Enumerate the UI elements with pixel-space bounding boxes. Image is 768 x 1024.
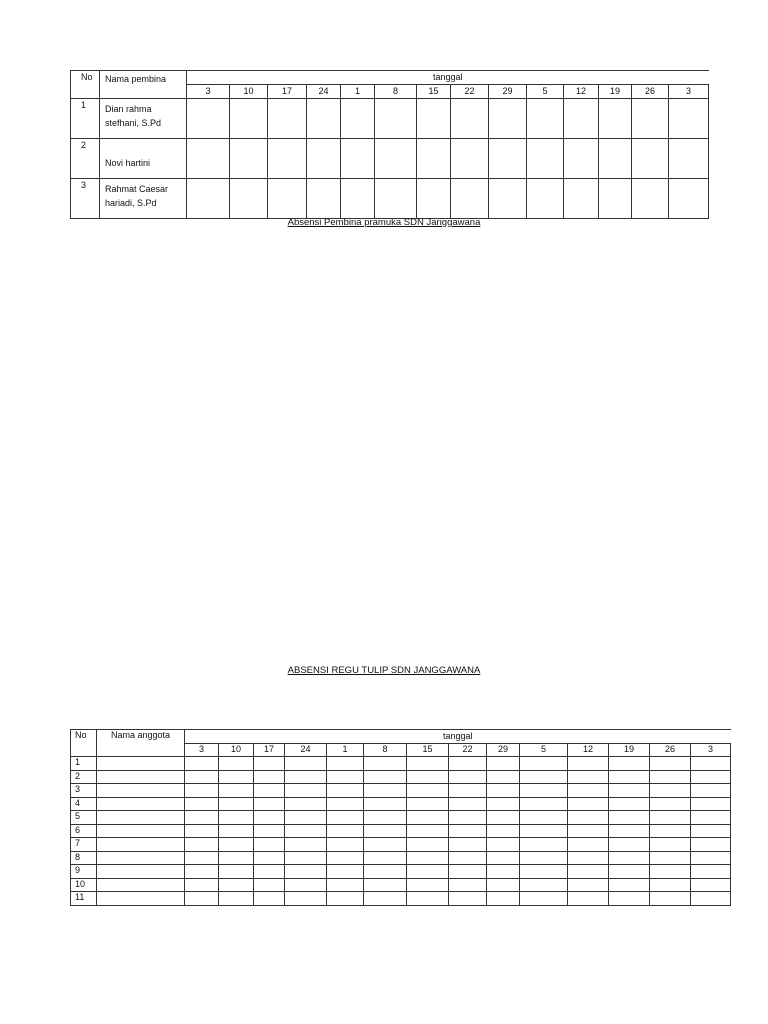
table-row [71,784,731,798]
row-number: 5 [71,811,97,825]
table-row [71,179,709,219]
attendance-cell[interactable] [254,892,285,906]
date-header-cell: 17 [254,744,285,757]
attendance-cell[interactable] [327,811,364,825]
attendance-cell[interactable] [185,892,219,906]
attendance-cell[interactable] [669,99,709,139]
attendance-cell[interactable] [364,838,407,852]
attendance-cell[interactable] [609,892,650,906]
date-header-cell: 22 [451,85,489,99]
attendance-cell[interactable] [564,139,599,179]
attendance-cell[interactable] [520,865,568,879]
attendance-cell[interactable] [527,99,564,139]
attendance-cell[interactable] [568,865,609,879]
attendance-cell[interactable] [327,797,364,811]
attendance-cell[interactable] [609,811,650,825]
pembina-attendance-table [70,70,709,219]
date-header-cell: 29 [489,85,527,99]
attendance-cell[interactable] [327,892,364,906]
attendance-cell[interactable] [609,757,650,771]
attendance-cell[interactable] [268,99,307,139]
attendance-cell[interactable] [449,757,487,771]
attendance-cell[interactable] [650,892,691,906]
attendance-cell[interactable] [609,878,650,892]
attendance-cell[interactable] [691,824,731,838]
attendance-cell[interactable] [417,99,451,139]
attendance-cell[interactable] [327,757,364,771]
attendance-cell[interactable] [341,99,375,139]
attendance-cell[interactable] [185,824,219,838]
attendance-cell[interactable] [669,179,709,219]
attendance-cell[interactable] [254,851,285,865]
attendance-cell[interactable] [568,838,609,852]
attendance-cell[interactable] [219,811,254,825]
row-number: 9 [71,865,97,879]
attendance-cell[interactable] [609,851,650,865]
attendance-cell[interactable] [564,99,599,139]
attendance-cell[interactable] [568,757,609,771]
attendance-cell[interactable] [691,757,731,771]
table-row [71,865,731,879]
attendance-cell[interactable] [327,838,364,852]
attendance-cell[interactable] [489,99,527,139]
table-row [71,770,731,784]
attendance-cell[interactable] [219,797,254,811]
member-name[interactable] [97,811,185,825]
attendance-cell[interactable] [364,784,407,798]
row-number: 2 [71,770,97,784]
date-header-cell: 10 [219,744,254,757]
attendance-cell[interactable] [568,784,609,798]
attendance-cell[interactable] [599,139,632,179]
col-header-no: No [71,71,100,99]
attendance-cell[interactable] [487,838,520,852]
member-name[interactable] [97,838,185,852]
member-name-line [105,142,186,156]
row-number: 2 [71,139,100,179]
attendance-cell[interactable] [407,784,449,798]
attendance-cell[interactable] [691,811,731,825]
attendance-cell[interactable] [364,824,407,838]
attendance-cell[interactable] [449,824,487,838]
attendance-cell[interactable] [487,757,520,771]
attendance-cell[interactable] [449,770,487,784]
table-caption: Absensi Pembina pramuka SDN Janggawana [287,217,481,228]
attendance-cell[interactable] [449,784,487,798]
date-header-cell: 15 [417,85,451,99]
member-name [100,99,187,139]
attendance-cell[interactable] [285,878,327,892]
member-name[interactable] [97,851,185,865]
col-header-name: Nama anggota [97,730,185,757]
attendance-cell[interactable] [219,892,254,906]
attendance-cell[interactable] [669,139,709,179]
attendance-cell[interactable] [487,824,520,838]
member-name-line: hariadi, S.Pd [105,198,157,208]
attendance-cell[interactable] [219,784,254,798]
table-row [71,757,731,771]
attendance-cell[interactable] [609,838,650,852]
attendance-cell[interactable] [691,878,731,892]
attendance-cell[interactable] [599,99,632,139]
attendance-cell[interactable] [417,139,451,179]
attendance-cell[interactable] [307,179,341,219]
col-header-date: tanggal [185,730,731,744]
attendance-cell[interactable] [487,811,520,825]
attendance-cell[interactable] [407,757,449,771]
attendance-cell[interactable] [568,892,609,906]
attendance-cell[interactable] [520,851,568,865]
member-name[interactable] [97,770,185,784]
attendance-cell[interactable] [451,139,489,179]
attendance-cell[interactable] [285,757,327,771]
member-name-line: Dian rahma [105,104,152,114]
member-name[interactable] [97,892,185,906]
attendance-cell[interactable] [407,892,449,906]
date-header-cell: 19 [609,744,650,757]
attendance-cell[interactable] [254,838,285,852]
row-number: 7 [71,838,97,852]
member-name-line: Novi hartini [105,158,151,168]
member-name[interactable] [97,878,185,892]
attendance-cell[interactable] [691,838,731,852]
attendance-cell[interactable] [254,757,285,771]
attendance-cell[interactable] [219,824,254,838]
date-header-cell: 8 [375,85,417,99]
member-name[interactable] [97,797,185,811]
attendance-cell[interactable] [185,811,219,825]
member-name[interactable] [97,757,185,771]
attendance-cell[interactable] [449,851,487,865]
attendance-cell[interactable] [219,878,254,892]
attendance-cell[interactable] [364,865,407,879]
attendance-cell[interactable] [341,139,375,179]
attendance-cell[interactable] [487,892,520,906]
attendance-cell[interactable] [185,851,219,865]
row-number: 11 [71,892,97,906]
attendance-cell[interactable] [364,892,407,906]
attendance-cell[interactable] [254,797,285,811]
attendance-cell[interactable] [268,139,307,179]
attendance-cell[interactable] [230,179,268,219]
regu-attendance-table [70,729,731,906]
date-header-cell: 8 [364,744,407,757]
attendance-cell[interactable] [185,838,219,852]
attendance-cell[interactable] [185,878,219,892]
attendance-cell[interactable] [187,179,230,219]
attendance-cell[interactable] [691,851,731,865]
attendance-cell[interactable] [609,865,650,879]
attendance-cell[interactable] [230,99,268,139]
attendance-cell[interactable] [364,878,407,892]
attendance-cell[interactable] [327,865,364,879]
attendance-cell[interactable] [219,865,254,879]
attendance-cell[interactable] [219,770,254,784]
member-name-line: stefhani, S.Pd [105,118,162,128]
attendance-cell[interactable] [185,757,219,771]
date-header-cell: 19 [599,85,632,99]
attendance-cell[interactable] [487,797,520,811]
attendance-cell[interactable] [375,139,417,179]
attendance-cell[interactable] [185,865,219,879]
row-number: 1 [71,757,97,771]
attendance-cell[interactable] [650,878,691,892]
attendance-cell[interactable] [487,865,520,879]
attendance-cell[interactable] [489,179,527,219]
attendance-cell[interactable] [650,811,691,825]
attendance-cell[interactable] [285,851,327,865]
attendance-cell[interactable] [650,770,691,784]
row-number: 8 [71,851,97,865]
attendance-cell[interactable] [632,99,669,139]
attendance-cell[interactable] [285,892,327,906]
attendance-cell[interactable] [417,179,451,219]
attendance-cell[interactable] [307,99,341,139]
attendance-cell[interactable] [520,811,568,825]
table-header-row [71,730,731,744]
attendance-cell[interactable] [407,770,449,784]
table-row [71,838,731,852]
attendance-cell[interactable] [254,770,285,784]
attendance-cell[interactable] [568,851,609,865]
attendance-cell[interactable] [520,892,568,906]
row-number: 6 [71,824,97,838]
attendance-cell[interactable] [285,865,327,879]
attendance-cell[interactable] [451,179,489,219]
attendance-cell[interactable] [632,139,669,179]
attendance-cell[interactable] [520,770,568,784]
attendance-cell[interactable] [691,770,731,784]
attendance-cell[interactable] [327,770,364,784]
attendance-cell[interactable] [285,811,327,825]
member-name-line: Rahmat Caesar [105,184,169,194]
attendance-cell[interactable] [407,878,449,892]
date-header-cell: 22 [449,744,487,757]
attendance-cell[interactable] [449,811,487,825]
attendance-cell[interactable] [650,838,691,852]
row-number: 3 [71,784,97,798]
table-header-row [71,71,709,85]
attendance-cell[interactable] [650,757,691,771]
attendance-cell[interactable] [489,139,527,179]
date-header-cell: 3 [669,85,709,99]
row-number: 3 [71,179,100,219]
table-row [71,851,731,865]
date-header-cell: 5 [520,744,568,757]
col-header-date: tanggal [187,71,709,85]
attendance-cell[interactable] [650,784,691,798]
attendance-cell[interactable] [407,797,449,811]
date-header-cell: 3 [691,744,731,757]
date-header-cell: 1 [327,744,364,757]
attendance-cell[interactable] [520,757,568,771]
date-header-cell: 3 [185,744,219,757]
attendance-cell[interactable] [285,838,327,852]
attendance-cell[interactable] [691,892,731,906]
row-number: 10 [71,878,97,892]
attendance-cell[interactable] [327,784,364,798]
date-header-cell: 24 [307,85,341,99]
attendance-cell[interactable] [520,878,568,892]
member-name[interactable] [97,865,185,879]
attendance-cell[interactable] [341,179,375,219]
attendance-cell[interactable] [327,851,364,865]
section-title: ABSENSI REGU TULIP SDN JANGGAWANA [287,665,481,676]
attendance-cell[interactable] [254,824,285,838]
col-header-no: No [71,730,97,757]
attendance-cell[interactable] [407,865,449,879]
attendance-cell[interactable] [564,179,599,219]
attendance-cell[interactable] [650,851,691,865]
attendance-cell[interactable] [364,770,407,784]
attendance-cell[interactable] [609,784,650,798]
attendance-cell[interactable] [520,784,568,798]
attendance-cell[interactable] [520,824,568,838]
member-name[interactable] [97,784,185,798]
attendance-cell[interactable] [407,838,449,852]
col-header-name: Nama pembina [100,71,187,99]
attendance-cell[interactable] [691,865,731,879]
attendance-cell[interactable] [609,797,650,811]
date-header-cell: 1 [341,85,375,99]
attendance-cell[interactable] [364,811,407,825]
table-row [71,139,709,179]
attendance-cell[interactable] [187,139,230,179]
attendance-cell[interactable] [327,878,364,892]
date-header-cell: 15 [407,744,449,757]
attendance-cell[interactable] [254,865,285,879]
attendance-cell[interactable] [568,797,609,811]
member-name [100,179,187,219]
table-row [71,99,709,139]
attendance-cell[interactable] [254,811,285,825]
attendance-cell[interactable] [451,99,489,139]
attendance-cell[interactable] [449,865,487,879]
date-header-cell: 10 [230,85,268,99]
attendance-cell[interactable] [407,851,449,865]
attendance-cell[interactable] [375,179,417,219]
table-row [71,892,731,906]
attendance-cell[interactable] [285,770,327,784]
attendance-cell[interactable] [364,757,407,771]
attendance-cell[interactable] [364,797,407,811]
attendance-cell[interactable] [307,139,341,179]
attendance-cell[interactable] [487,851,520,865]
attendance-cell[interactable] [285,797,327,811]
attendance-cell[interactable] [364,851,407,865]
attendance-cell[interactable] [609,770,650,784]
member-name [100,139,187,179]
attendance-cell[interactable] [520,797,568,811]
attendance-cell[interactable] [230,139,268,179]
attendance-cell[interactable] [254,878,285,892]
attendance-cell[interactable] [407,824,449,838]
attendance-cell[interactable] [185,784,219,798]
date-header-cell: 3 [187,85,230,99]
attendance-cell[interactable] [568,878,609,892]
attendance-cell[interactable] [375,99,417,139]
attendance-cell[interactable] [650,824,691,838]
attendance-cell[interactable] [185,797,219,811]
row-number: 1 [71,99,100,139]
attendance-cell[interactable] [691,784,731,798]
attendance-cell[interactable] [609,824,650,838]
attendance-cell[interactable] [487,784,520,798]
attendance-cell[interactable] [487,878,520,892]
attendance-cell[interactable] [650,797,691,811]
attendance-cell[interactable] [527,179,564,219]
date-header-cell: 5 [527,85,564,99]
date-header-cell: 24 [285,744,327,757]
attendance-cell[interactable] [632,179,669,219]
attendance-cell[interactable] [219,851,254,865]
table-row [71,797,731,811]
table-row [71,878,731,892]
attendance-cell[interactable] [407,811,449,825]
date-header-cell: 17 [268,85,307,99]
attendance-cell[interactable] [449,797,487,811]
attendance-cell[interactable] [327,824,364,838]
date-header-cell: 12 [568,744,609,757]
attendance-cell[interactable] [650,865,691,879]
member-name[interactable] [97,824,185,838]
attendance-cell[interactable] [219,838,254,852]
attendance-cell[interactable] [599,179,632,219]
attendance-cell[interactable] [449,878,487,892]
attendance-cell[interactable] [185,770,219,784]
attendance-cell[interactable] [449,838,487,852]
attendance-cell[interactable] [527,139,564,179]
attendance-cell[interactable] [568,770,609,784]
attendance-cell[interactable] [254,784,285,798]
table-row [71,811,731,825]
attendance-cell[interactable] [568,824,609,838]
attendance-cell[interactable] [568,811,609,825]
attendance-cell[interactable] [219,757,254,771]
attendance-cell[interactable] [268,179,307,219]
date-header-cell: 12 [564,85,599,99]
attendance-cell[interactable] [487,770,520,784]
row-number: 4 [71,797,97,811]
attendance-cell[interactable] [187,99,230,139]
date-header-cell: 29 [487,744,520,757]
table-row [71,824,731,838]
attendance-cell[interactable] [520,838,568,852]
attendance-cell[interactable] [449,892,487,906]
date-header-cell: 26 [650,744,691,757]
attendance-cell[interactable] [285,824,327,838]
attendance-cell[interactable] [285,784,327,798]
date-header-cell: 26 [632,85,669,99]
attendance-cell[interactable] [691,797,731,811]
